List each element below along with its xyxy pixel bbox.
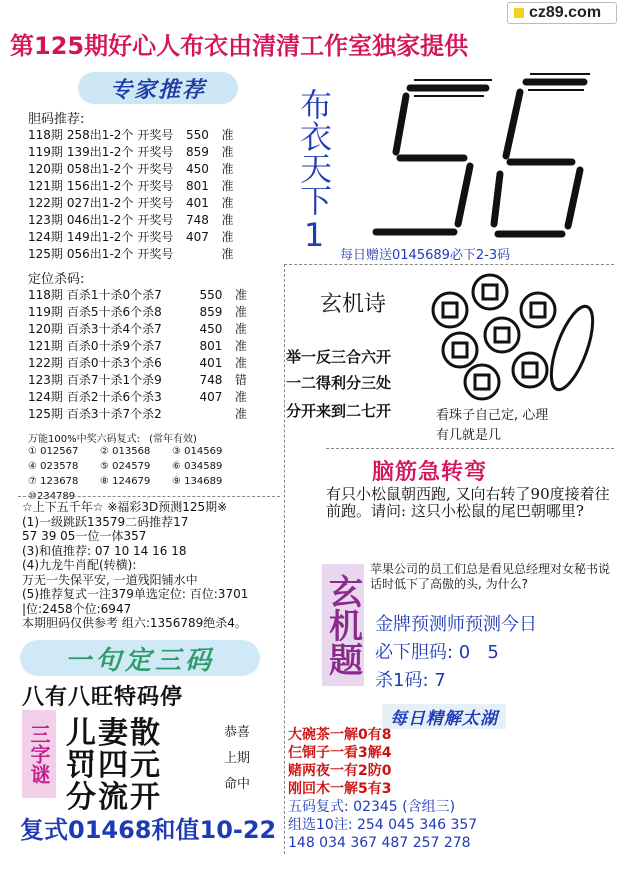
table-row [28, 160, 237, 177]
number-cell: 859 [199, 304, 223, 319]
beads-text [436, 406, 548, 446]
forecast-line: (5)推荐复式一注379单选定位: 百位:3701 [22, 587, 249, 601]
daily-gift: 每日赠送0145689必下2-3码 [340, 248, 511, 263]
pick-cell: 156出1-2个 [66, 179, 134, 193]
period-cell: 123期 [28, 213, 63, 227]
pick-cell: 258出1-2个 [66, 128, 134, 142]
result-cell: 准 [221, 247, 234, 261]
result-cell: 准 [221, 145, 234, 159]
dan-table [28, 126, 237, 262]
label-cell: 开奖号 [137, 196, 174, 210]
result-cell: 准 [221, 213, 234, 227]
pick-cell: 百杀5十杀6个杀8 [66, 305, 162, 319]
fushi-text: 复式01468和值10-22 [20, 816, 277, 844]
divider [18, 496, 280, 497]
forecast-line: ☆上下五千年☆ ※福彩3D预测125期※ [22, 500, 228, 514]
table-row [28, 388, 251, 405]
number-cell: 450 [199, 321, 223, 336]
table-row [28, 228, 237, 245]
result-cell: 准 [234, 322, 247, 336]
xuanji-label: 玄机题 [322, 564, 364, 686]
table-row [28, 320, 251, 337]
table-row [28, 371, 251, 388]
answer-line: 大碗茶一解0有8 [288, 727, 392, 743]
bayou-text: 八有八旺特码停 [22, 685, 184, 710]
forecast-line: (4)九龙牛肖配(转横): [22, 558, 137, 572]
gold-block [375, 611, 537, 695]
label-cell: 开奖号 [137, 213, 174, 227]
pick-cell: 056出1-2个 [66, 247, 134, 261]
period-cell: 120期 [28, 162, 63, 176]
table-row [28, 354, 251, 371]
number-cell [177, 245, 221, 262]
forecast-line: (1)一级跳跃13579二码推荐17 [22, 514, 189, 529]
result-cell: 准 [234, 339, 247, 353]
dan-label: 胆码推荐: [28, 112, 85, 127]
label-cell: 开奖号 [137, 128, 174, 142]
big-56-graphic [370, 66, 602, 248]
table-row [28, 177, 237, 194]
label-cell: 开奖号 [137, 247, 174, 261]
number-cell [191, 405, 235, 422]
complex-note: (常年有效) [149, 434, 197, 445]
number-cell: 401 [199, 355, 223, 370]
gongxi-line: 恭喜 [224, 725, 251, 740]
table-row [28, 245, 237, 262]
phrase-3: 分流开 [66, 780, 162, 815]
result-cell: 准 [221, 230, 234, 244]
phrase-1: 儿妻散 [66, 716, 162, 751]
period-cell: 125期 [28, 407, 63, 421]
complex-item: ③ 014569 [172, 446, 223, 457]
brain-title: 脑筋急转弯 [372, 460, 488, 485]
period-cell: 124期 [28, 390, 63, 404]
table-row [28, 303, 251, 320]
table-row [28, 405, 251, 422]
xuanji-text: 苹果公司的员工们总是看见总经理对女秘书说话时低下了高傲的头, 为什么? [370, 562, 611, 591]
number-cell: 550 [199, 287, 223, 302]
number-cell: 407 [199, 389, 223, 404]
forecast-block [22, 500, 248, 631]
divider [284, 264, 285, 854]
label-cell: 开奖号 [137, 162, 174, 176]
yiju-banner: 一句定三码 [20, 640, 260, 676]
watermark-text: cz89.com [529, 4, 602, 21]
forecast-line: 57 39 05一位一体357 [22, 529, 147, 543]
label-cell: 开奖号 [137, 145, 174, 159]
divider [326, 448, 614, 449]
result-cell: 准 [221, 196, 234, 210]
result-cell: 准 [234, 407, 247, 421]
table-row [28, 337, 251, 354]
poem-line-2: 一二得利分三处 [286, 374, 392, 392]
expert-banner: 专家推荐 [78, 72, 238, 104]
forecast-line: (3)和值推荐: 07 10 14 16 18 [22, 543, 187, 558]
answer-line: 刚回木一解5有3 [288, 781, 392, 797]
coins-illustration [430, 270, 605, 410]
complex-item: ⑩234789 [28, 491, 76, 502]
result-cell: 准 [234, 305, 247, 319]
phrase-2: 罚四元 [66, 748, 162, 783]
logo-square-icon [514, 8, 524, 18]
number-cell: 550 [185, 127, 209, 142]
forecast-line: 本期胆码仅供参考 组六:1356789绝杀4。 [22, 616, 247, 630]
label-cell: 开奖号 [137, 179, 174, 193]
complex-item: ⑥ 034589 [172, 461, 223, 472]
period-cell: 118期 [28, 128, 63, 142]
gold-dan: 必下胆码: 0 5 [375, 642, 499, 663]
table-row [28, 211, 237, 228]
beads-line-1: 看珠子自己定, 心理 [436, 408, 549, 423]
brain-text: 有只小松鼠朝西跑, 又向右转了90度接着往前跑。请问: 这只小松鼠的尾巴朝哪里? [326, 485, 610, 520]
complex-grid [28, 446, 278, 502]
label-cell: 开奖号 [137, 230, 174, 244]
answer-line: 仨铜子一看3解4 [288, 745, 392, 761]
result-cell: 准 [234, 356, 247, 370]
period-cell: 121期 [28, 179, 63, 193]
pick-cell: 027出1-2个 [66, 196, 134, 210]
table-row [28, 194, 237, 211]
result-cell: 错 [234, 373, 247, 387]
pick-cell: 百杀3十杀7个杀2 [66, 407, 162, 421]
gongxi-line: 上期 [224, 751, 251, 766]
period-cell: 125期 [28, 247, 63, 261]
forecast-line: 万无一失保平安, 一道残阳铺水中 [22, 572, 198, 587]
period-cell: 123期 [28, 373, 63, 387]
pick-cell: 百杀2十杀6个杀3 [66, 390, 162, 404]
kill-table [28, 286, 251, 422]
number-cell: 401 [185, 195, 209, 210]
number-cell: 748 [199, 372, 223, 387]
watermark-badge[interactable] [507, 2, 617, 24]
period-cell: 124期 [28, 230, 63, 244]
number-cell: 801 [185, 178, 209, 193]
kill-label: 定位杀码: [28, 272, 85, 287]
number-cell: 450 [185, 161, 209, 176]
gongxi-line: 命中 [224, 777, 251, 792]
budai-title: 布衣天下1 [295, 88, 333, 254]
poem-title: 玄机诗 [320, 292, 387, 317]
complex-item: ④ 023578 [28, 461, 79, 472]
complex-item: ⑧ 124679 [100, 476, 151, 487]
number-cell: 748 [185, 212, 209, 227]
complex-item: ⑤ 024579 [100, 461, 151, 472]
result-cell: 准 [234, 390, 247, 404]
combos-block [288, 798, 477, 852]
pick-cell: 百杀0十杀9个杀7 [66, 339, 162, 353]
beads-line-2: 有几就是几 [436, 428, 502, 443]
period-cell: 122期 [28, 356, 63, 370]
complex-item: ⑨ 134689 [172, 476, 223, 487]
pick-cell: 058出1-2个 [66, 162, 134, 176]
complex-item: ① 012567 [28, 446, 79, 457]
pick-cell: 百杀1十杀0个杀7 [66, 288, 162, 302]
period-cell: 120期 [28, 322, 63, 336]
table-row [28, 143, 237, 160]
pick-cell: 百杀7十杀1个杀9 [66, 373, 162, 387]
number-cell: 801 [199, 338, 223, 353]
poem-line-3: 分开来到二七开 [286, 402, 392, 420]
complex-item: ② 013568 [100, 446, 151, 457]
result-cell: 准 [221, 162, 234, 176]
complex-header [28, 430, 197, 445]
period-cell: 119期 [28, 305, 63, 319]
pick-cell: 149出1-2个 [66, 230, 134, 244]
combo-line: 五码复式: 02345 (含组三) [288, 799, 456, 815]
page-title: 第125期好心人布衣由清清工作室独家提供 [10, 32, 469, 60]
answer-line: 赌两夜一有2防0 [288, 763, 392, 779]
combo-line: 148 034 367 487 257 278 [288, 835, 471, 851]
period-cell: 119期 [28, 145, 63, 159]
gongxi-block [224, 720, 250, 798]
poem-line-1: 举一反三合六开 [286, 348, 392, 366]
table-row [28, 126, 237, 143]
pick-cell: 046出1-2个 [66, 213, 134, 227]
period-cell: 118期 [28, 288, 63, 302]
table-row [28, 286, 251, 303]
result-cell: 准 [221, 128, 234, 142]
result-cell: 准 [221, 179, 234, 193]
number-cell: 407 [185, 229, 209, 244]
number-cell: 859 [185, 144, 209, 159]
answers-block [288, 726, 391, 798]
pick-cell: 139出1-2个 [66, 145, 134, 159]
divider [284, 264, 614, 265]
complex-item: ⑦ 123678 [28, 476, 79, 487]
period-cell: 121期 [28, 339, 63, 353]
pick-cell: 百杀0十杀3个杀6 [66, 356, 162, 370]
pick-cell: 百杀3十杀4个杀7 [66, 322, 162, 336]
combo-line: 组选10注: 254 045 346 357 [288, 817, 478, 833]
gold-kill: 杀1码: 7 [375, 670, 446, 691]
gold-title: 金牌预测师预测今日 [375, 614, 537, 635]
sanzi-label: 三字谜 [22, 710, 56, 798]
forecast-line: |位:2458个位:6947 [22, 601, 132, 616]
daily-solve-banner: 每日精解太湖 [382, 704, 506, 729]
period-cell: 122期 [28, 196, 63, 210]
complex-label: 万能100%中奖六码复式: [28, 434, 140, 445]
result-cell: 准 [234, 288, 247, 302]
